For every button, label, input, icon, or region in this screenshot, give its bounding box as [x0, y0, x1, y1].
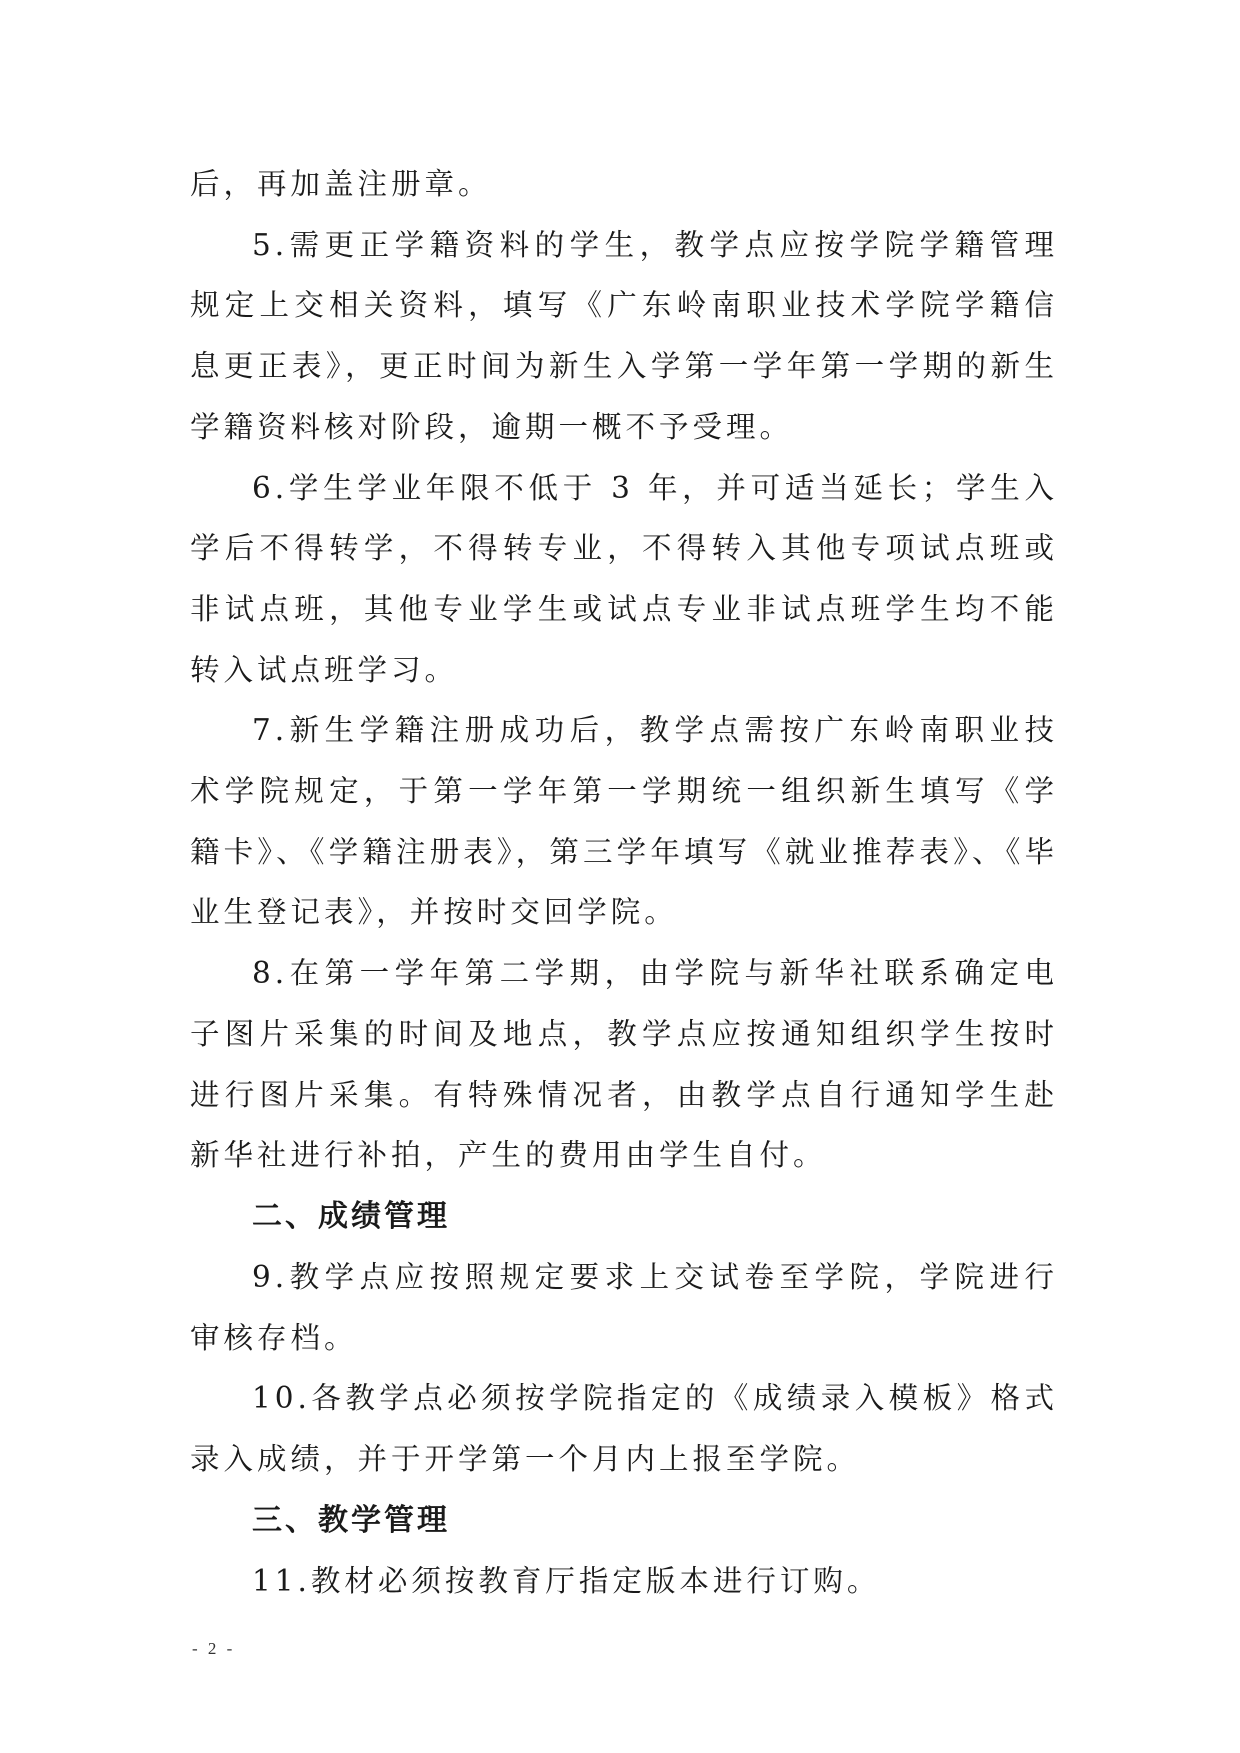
paragraph-item-11: 11.教材必须按教育厅指定版本进行订购。: [252, 1563, 881, 1598]
paragraph-item-5: 5.需更正学籍资料的学生，教学点应按学院学籍管理规定上交相关资料，填写《广东岭南职业技术学院学籍信息更正表》，更正时间为新生入学第一学年第一学期的新生学籍资料核对阶段，逾期一概不予受理。: [190, 227, 1058, 444]
paragraph-item-7: 7.新生学籍注册成功后，教学点需按广东岭南职业技术学院规定，于第一学年第一学期统一组织新生填写《学籍卡》、《学籍注册表》，第三学年填写《就业推荐表》、《毕业生登记表》，并按时交回学院。: [190, 713, 1058, 930]
paragraph-continuation: 后，再加盖注册章。: [190, 167, 492, 201]
paragraph-item-10: 10.各教学点必须按学院指定的《成绩录入模板》格式录入成绩，并于开学第一个月内上报至学院。: [190, 1381, 1058, 1477]
section-heading-teaching: 三、教学管理: [252, 1502, 450, 1538]
document-body: [190, 154, 1058, 1611]
page-number: - 2 -: [192, 1639, 236, 1658]
paragraph-item-8: 8.在第一学年第二学期，由学院与新华社联系确定电子图片采集的时间及地点，教学点应按通知组织学生按时进行图片采集。有特殊情况者，由教学点自行通知学生赴新华社进行补拍，产生的费用由学生自付。: [190, 956, 1058, 1173]
section-heading-grades: 二、成绩管理: [252, 1198, 450, 1234]
paragraph-item-9: 9.教学点应按照规定要求上交试卷至学院，学院进行审核存档。: [190, 1259, 1058, 1355]
paragraph-item-6: 6.学生学业年限不低于 3 年，并可适当延长；学生入学后不得转学，不得转专业，不得转入其他专项试点班或非试点班，其他专业学生或试点专业非试点班学生均不能转入试点班学习。: [190, 470, 1058, 687]
